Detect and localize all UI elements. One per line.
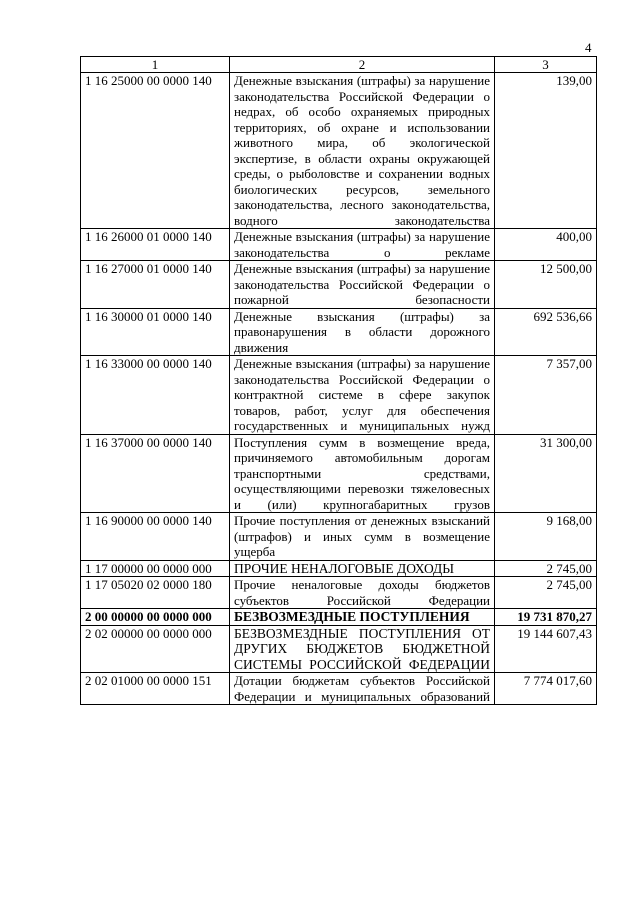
table-row	[81, 308, 597, 356]
table-row-total	[81, 609, 597, 626]
income-code: 1 16 30000 01 0000 140	[81, 308, 230, 356]
income-description: Денежные взыскания (штрафы) за нарушение законодательства Российской Федерации о пожарной безопасности	[230, 261, 495, 309]
income-code: 1 16 27000 01 0000 140	[81, 261, 230, 309]
income-code: 1 16 25000 00 0000 140	[81, 73, 230, 229]
income-amount: 2 745,00	[495, 560, 597, 577]
column-header-amount: 3	[495, 57, 597, 73]
income-description: Денежные взыскания (штрафы) за правонарушения в области дорожного движения	[230, 308, 495, 356]
column-header-code: 1	[81, 57, 230, 73]
income-code: 1 16 26000 01 0000 140	[81, 229, 230, 261]
column-header-description: 2	[230, 57, 495, 73]
income-description: Денежные взыскания (штрафы) за нарушение законодательства Российской Федерации о контрактной системе в сфере закупок товаров, работ, услуг для обеспечения государственных и муниципальных нужд	[230, 356, 495, 435]
income-description: Дотации бюджетам субъектов Российской Федерации и муниципальных образований	[230, 673, 495, 705]
income-code: 1 16 37000 00 0000 140	[81, 434, 230, 513]
page-number: 4	[585, 40, 592, 55]
income-amount: 19 731 870,27	[495, 609, 597, 626]
income-description: Денежные взыскания (штрафы) за нарушение законодательства Российской Федерации о недрах, об особо охраняемых природных территориях, об охране и использовании животного мира, об экологической экспертизе, в области охраны окружающей среды, о рыболовстве и сохранении водных биологических ресурсов, земельного законодательства, лесного законодательства, водного законодательства	[230, 73, 495, 229]
table-row	[81, 261, 597, 309]
income-description: БЕЗВОЗМЕЗДНЫЕ ПОСТУПЛЕНИЯ ОТ ДРУГИХ БЮДЖЕТОВ БЮДЖЕТНОЙ СИСТЕМЫ РОССИЙСКОЙ ФЕДЕРАЦИИ	[230, 625, 495, 673]
table-row	[81, 356, 597, 435]
table-row	[81, 577, 597, 609]
table-row	[81, 434, 597, 513]
income-code: 1 17 05020 02 0000 180	[81, 577, 230, 609]
table-row	[81, 560, 597, 577]
income-description: Денежные взыскания (штрафы) за нарушение законодательства о рекламе	[230, 229, 495, 261]
income-amount: 2 745,00	[495, 577, 597, 609]
income-description: ПРОЧИЕ НЕНАЛОГОВЫЕ ДОХОДЫ	[230, 560, 495, 577]
income-code: 2 02 00000 00 0000 000	[81, 625, 230, 673]
income-description: Прочие неналоговые доходы бюджетов субъектов Российской Федерации	[230, 577, 495, 609]
income-amount: 7 774 017,60	[495, 673, 597, 705]
income-code: 1 16 33000 00 0000 140	[81, 356, 230, 435]
income-description: Поступления сумм в возмещение вреда, причиняемого автомобильным дорогам транспортными средствами, осуществляющими перевозки тяжеловесных и (или) крупногабаритных грузов	[230, 434, 495, 513]
income-amount: 400,00	[495, 229, 597, 261]
income-amount: 12 500,00	[495, 261, 597, 309]
table-row	[81, 625, 597, 673]
income-code: 2 02 01000 00 0000 151	[81, 673, 230, 705]
table-row	[81, 673, 597, 705]
income-amount: 19 144 607,43	[495, 625, 597, 673]
table-row	[81, 229, 597, 261]
income-amount: 692 536,66	[495, 308, 597, 356]
column-number-row	[81, 57, 597, 73]
income-code: 2 00 00000 00 0000 000	[81, 609, 230, 626]
income-amount: 31 300,00	[495, 434, 597, 513]
table-row	[81, 73, 597, 229]
budget-income-table	[80, 56, 597, 705]
income-amount: 9 168,00	[495, 513, 597, 561]
income-description: Прочие поступления от денежных взысканий (штрафов) и иных сумм в возмещение ущерба	[230, 513, 495, 561]
income-amount: 139,00	[495, 73, 597, 229]
income-code: 1 17 00000 00 0000 000	[81, 560, 230, 577]
income-description: БЕЗВОЗМЕЗДНЫЕ ПОСТУПЛЕНИЯ	[230, 609, 495, 626]
income-code: 1 16 90000 00 0000 140	[81, 513, 230, 561]
income-amount: 7 357,00	[495, 356, 597, 435]
table-row	[81, 513, 597, 561]
